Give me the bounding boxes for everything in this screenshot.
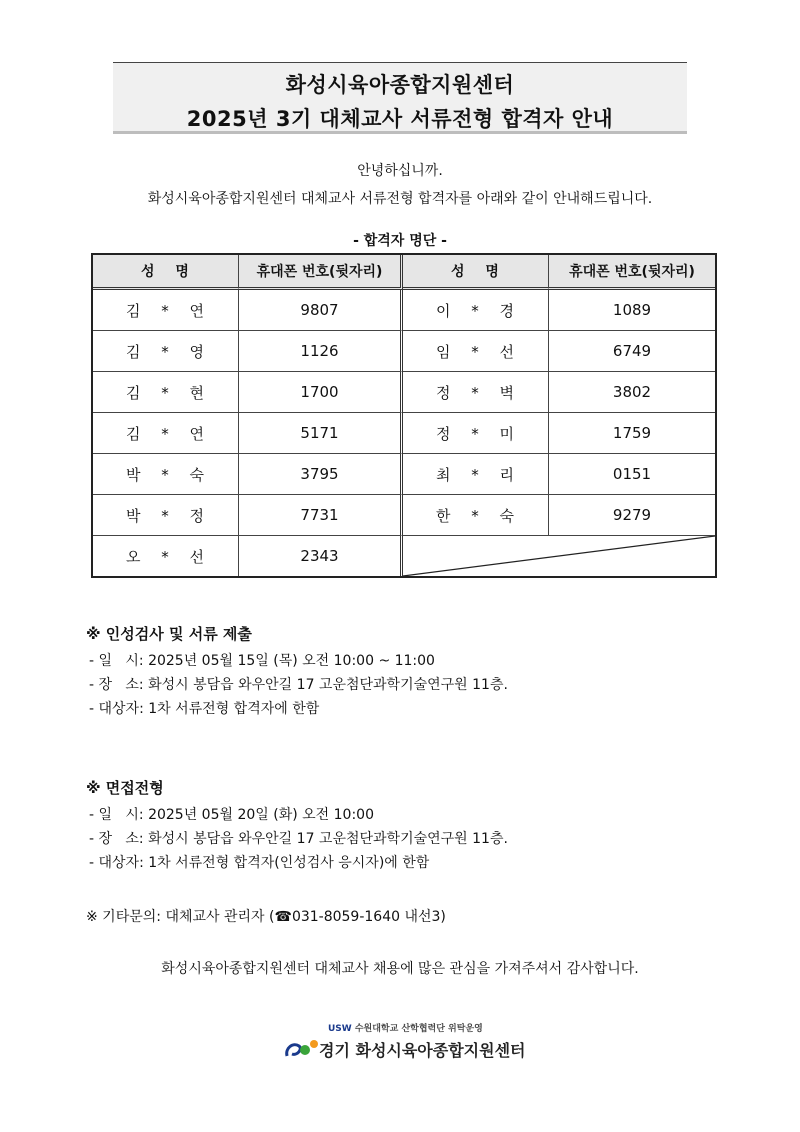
name-cell: 박 * 숙	[93, 454, 239, 495]
table-row	[93, 495, 715, 536]
center-logo	[283, 1018, 526, 1064]
logo-mark-icon	[283, 1034, 319, 1062]
center-name-title: 화성시육아종합지원센터	[285, 73, 515, 97]
name-cell: 임 * 선	[403, 331, 549, 372]
contact-number: 031-8059-1640 내선3)	[291, 909, 446, 925]
table-row	[93, 454, 715, 495]
interview-section	[86, 777, 508, 875]
name-cell: 박 * 정	[93, 495, 239, 536]
title-banner	[113, 62, 687, 134]
table-row	[93, 413, 715, 454]
name-cell: 김 * 연	[93, 290, 239, 331]
logo-main-text: 경기 화성시육아종합지원센터	[319, 1041, 526, 1060]
thanks-message: 화성시육아종합지원센터 대체교사 채용에 많은 관심을 가져주셔서 감사합니다.	[161, 961, 639, 977]
phone-cell: 3802	[549, 372, 715, 413]
passer-table	[91, 253, 717, 578]
name-cell: 김 * 영	[93, 331, 239, 372]
notice-title: 2025년 3기 대체교사 서류전형 합격자 안내	[186, 107, 614, 131]
phone-cell: 1700	[239, 372, 403, 413]
section1-heading: ※ 인성검사 및 서류 제출	[86, 625, 252, 643]
name-cell: 최 * 리	[403, 454, 549, 495]
phone-cell: 0151	[549, 454, 715, 495]
logo-top-text: USW 수원대학교 산학협력단 위탁운영	[328, 1024, 483, 1034]
name-cell: 오 * 선	[93, 536, 239, 576]
section2-place: - 장 소: 화성시 봉담읍 와우안길 17 고운첨단과학기술연구원 11층.	[89, 831, 508, 847]
phone-cell: 5171	[239, 413, 403, 454]
header-phone-left: 휴대폰 번호(뒷자리)	[239, 255, 403, 290]
table-row	[93, 536, 715, 576]
name-cell: 정 * 미	[403, 413, 549, 454]
greeting-line1: 안녕하십니까.	[357, 163, 443, 179]
phone-cell: 6749	[549, 331, 715, 372]
table-row	[93, 290, 715, 331]
personality-test-section	[86, 623, 508, 721]
phone-cell: 9807	[239, 290, 403, 331]
diagonal-line	[403, 536, 715, 576]
header-name-left: 성 명	[93, 255, 239, 290]
phone-cell: 1089	[549, 290, 715, 331]
section2-heading: ※ 면접전형	[86, 779, 164, 797]
section2-target: - 대상자: 1차 서류전형 합격자(인성검사 응시자)에 한함	[89, 855, 430, 871]
empty-diagonal-cell	[403, 536, 715, 576]
table-row	[93, 331, 715, 372]
header-name-right: 성 명	[403, 255, 549, 290]
table-row	[93, 372, 715, 413]
phone-cell: 7731	[239, 495, 403, 536]
name-cell: 김 * 현	[93, 372, 239, 413]
phone-cell: 2343	[239, 536, 403, 576]
name-cell: 이 * 경	[403, 290, 549, 331]
header-phone-right: 휴대폰 번호(뒷자리)	[549, 255, 715, 290]
phone-icon: ☎	[274, 909, 292, 925]
phone-cell: 3795	[239, 454, 403, 495]
greeting-line2: 화성시육아종합지원센터 대체교사 서류전형 합격자를 아래와 같이 안내해드립니다.	[147, 191, 653, 207]
section1-date: - 일 시: 2025년 05월 15일 (목) 오전 10:00 ~ 11:00	[89, 653, 435, 669]
contact-prefix: ※ 기타문의: 대체교사 관리자 (	[86, 909, 275, 925]
contact-info	[86, 906, 446, 926]
section2-date: - 일 시: 2025년 05월 20일 (화) 오전 10:00	[89, 807, 374, 823]
name-cell: 한 * 숙	[403, 495, 549, 536]
section1-place: - 장 소: 화성시 봉담읍 와우안길 17 고운첨단과학기술연구원 11층.	[89, 677, 508, 693]
name-cell: 김 * 연	[93, 413, 239, 454]
phone-cell: 1759	[549, 413, 715, 454]
name-cell: 정 * 벽	[403, 372, 549, 413]
section1-target: - 대상자: 1차 서류전형 합격자에 한함	[89, 701, 320, 717]
list-title: - 합격자 명단 -	[353, 233, 447, 249]
phone-cell: 1126	[239, 331, 403, 372]
table-header-row	[93, 255, 715, 290]
phone-cell: 9279	[549, 495, 715, 536]
